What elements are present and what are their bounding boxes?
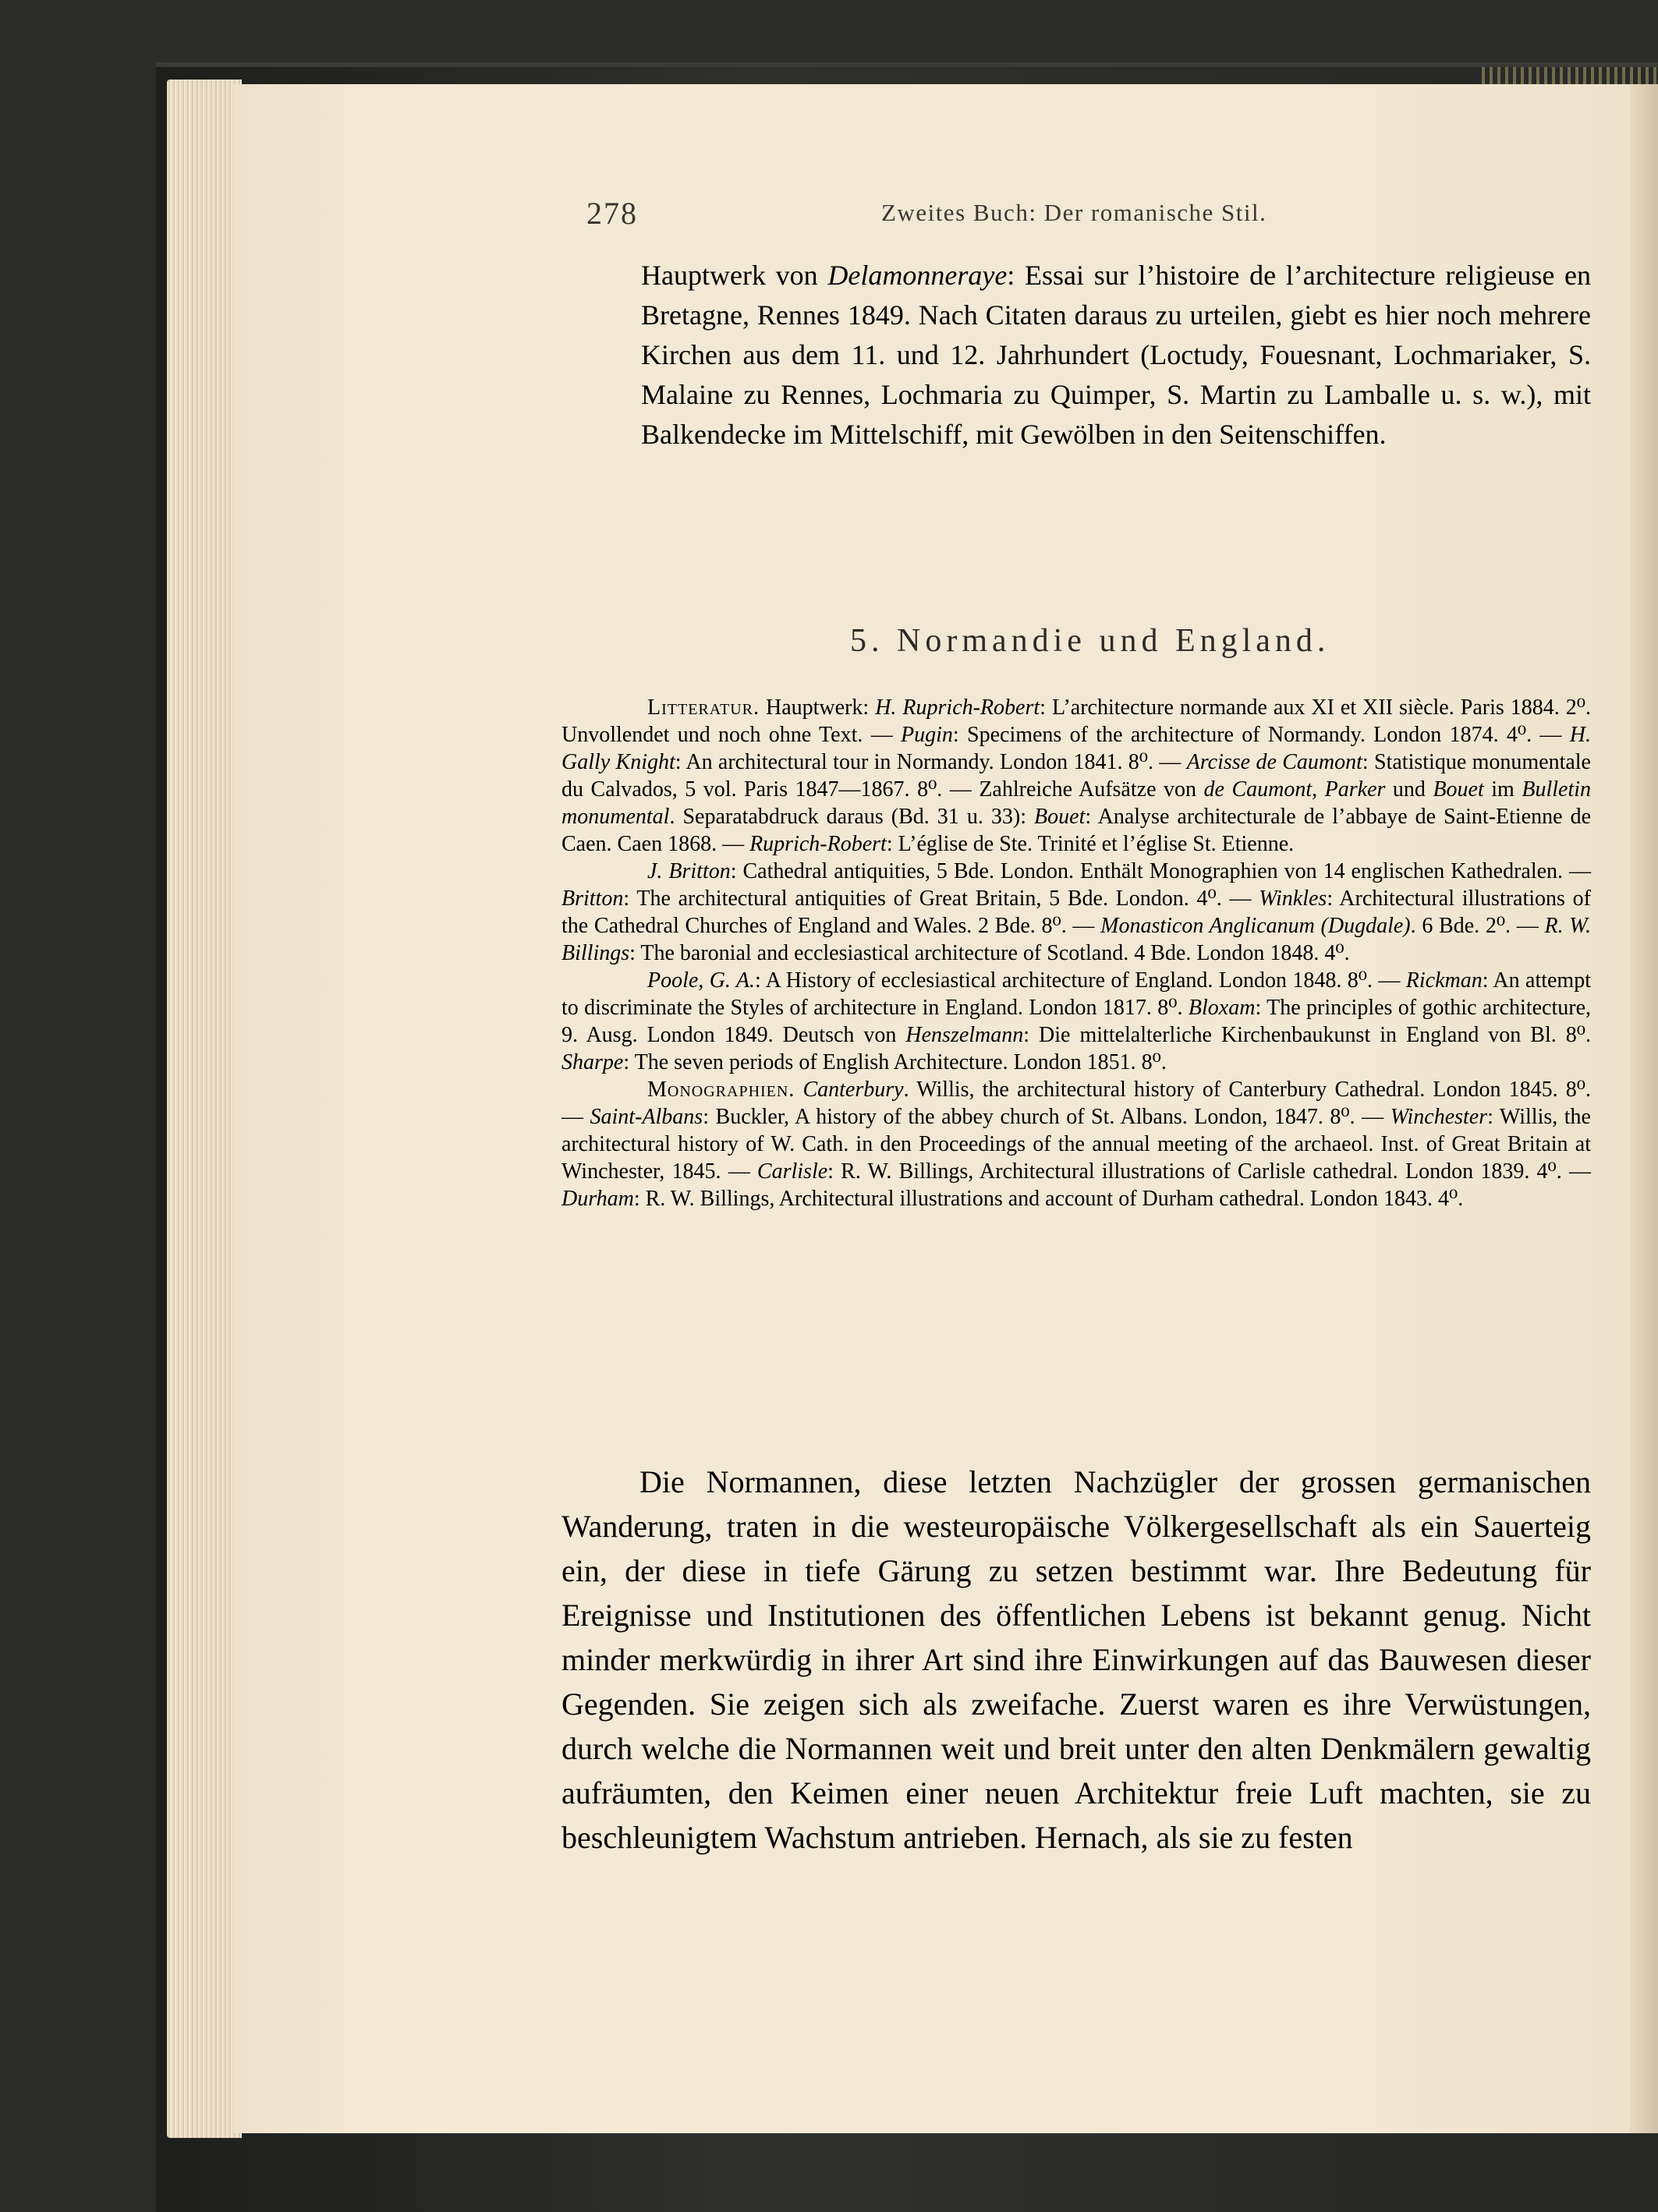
small-caps-label: Litteratur. [647, 695, 760, 720]
citation-text: im [1483, 777, 1522, 802]
literature-paragraph [562, 967, 1591, 1076]
citation-italic: Arcisse de Caumont [1186, 750, 1362, 774]
citation-italic: Winkles [1259, 887, 1327, 911]
citation-italic: H. Gally Knight [562, 723, 1591, 774]
citation-italic: Bouet [1433, 777, 1484, 802]
citation-italic: Canterbury [802, 1078, 904, 1102]
citation-text: : L’architecture normande aux XI et XII siècle. Paris 1884. 2⁰. Unvollendet und noch ohne Text. — [562, 695, 1591, 747]
citation-text: : The seven periods of English Architecture. London 1851. 8⁰. [623, 1050, 1167, 1074]
citation-text: : R. W. Billings, Architectural illustrations and account of Durham cathedral. London 1843. 4⁰. [633, 1187, 1464, 1211]
citation-text: : Buckler, A history of the abbey church of St. Albans. London, 1847. 8⁰. — [703, 1105, 1391, 1129]
body-text [562, 1460, 1591, 1860]
citation-text: : The principles of gothic architecture, 9. Ausg. London 1849. Deutsch von [562, 996, 1591, 1047]
citation-italic: Saint-Albans [590, 1105, 703, 1129]
citation-text: : Specimens of the architecture of Normandy. London 1874. 4⁰. — [952, 723, 1570, 747]
citation-text: : The baronial and ecclesiastical architecture of Scotland. 4 Bde. London 1848. 4⁰. [629, 941, 1350, 965]
citation-text: : A History of ecclesiastical architecture of England. London 1848. 8⁰. — [754, 968, 1406, 993]
citation-text: : An attempt to discriminate the Styles of architecture in England. London 1817. 8⁰. [562, 968, 1591, 1020]
citation-text: : Architectural illustrations of the Cathedral Churches of England and Wales. 2 Bde. 8⁰. — [562, 887, 1591, 938]
intro-paragraph [641, 256, 1591, 455]
citation-italic: H. Ruprich-Robert [875, 695, 1040, 720]
citation-text: : Die mittelalterliche Kirchenbaukunst in England von Bl. 8⁰. [1023, 1023, 1591, 1047]
citation-italic: Durham [562, 1187, 634, 1211]
literature-paragraph [562, 694, 1591, 858]
intro-text-before: Hauptwerk von [641, 260, 828, 291]
citation-text [795, 1078, 802, 1102]
citation-italic: Bulletin monumental [562, 777, 1592, 829]
citation-italic: de Caumont, Parker [1203, 777, 1386, 802]
fore-edge [1630, 84, 1658, 2133]
citation-italic: Bouet [1034, 805, 1086, 829]
page-edges [167, 80, 242, 2138]
citation-text: Hauptwerk: [759, 695, 876, 720]
citation-text: : Statistique monumentale du Calvados, 5 vol. Paris 1847—1867. 8⁰. — Zahlreiche Aufsätze von [562, 750, 1591, 802]
citation-italic: Poole, G. A. [647, 968, 755, 993]
intro-author: Delamonneraye [827, 260, 1008, 291]
citation-text: : R. W. Billings, Architectural illustrations of Carlisle cathedral. London 1839. 4⁰. — [827, 1159, 1591, 1184]
intro-text-after: : Essai sur l’histoire de l’architecture religieuse en Bretagne, Rennes 1849. Nach Citaten daraus zu urteilen, giebt es hier noch mehrere Kirchen aus dem 11. und 12. Jahrhundert (Loctudy, Fouesnant, Lochmariaker, S. Malaine zu Rennes, Lochmaria zu Quimper, S. Martin zu Lamballe u. s. w.), mit Balkendecke im Mittelschiff, mit Gewölben in den Seitenschiffen. [641, 260, 1591, 450]
citation-text: : An architectural tour in Normandy. London 1841. 8⁰. — [675, 750, 1187, 774]
running-head: Zweites Buch: Der romanische Stil. [881, 199, 1267, 226]
citation-text: . Separatabdruck daraus (Bd. 31 u. 33): [669, 805, 1035, 829]
literature-block [562, 694, 1591, 1212]
citation-italic: R. W. Billings [562, 914, 1592, 965]
section-heading: 5. Normandie und England. [850, 623, 1330, 659]
citation-text: : Willis, the architectural history of W. Cath. in den Proceedings of the annual meeting of the archaeol. Inst. of Great Britain at Winchester, 1845. — [562, 1105, 1591, 1184]
citation-text: : The architectural antiquities of Great Britain, 5 Bde. London. 4⁰. — [623, 887, 1259, 911]
citation-text: : L’église de Ste. Trinité et l’église St. Etienne. [886, 832, 1295, 856]
citation-italic: Britton [562, 887, 624, 911]
page-number: 278 [586, 196, 638, 231]
citation-text: . 6 Bde. 2⁰. — [1410, 914, 1545, 938]
citation-italic: Bloxam [1188, 996, 1256, 1020]
citation-italic: Sharpe [562, 1050, 624, 1074]
citation-italic: Pugin [901, 723, 953, 747]
citation-italic: J. Britton [647, 859, 731, 883]
citation-text: : Cathedral antiquities, 5 Bde. London. Enthält Monographien von 14 englischen Kathedralen. — [730, 859, 1591, 883]
citation-text: : Analyse architecturale de l’abbaye de Saint-Etienne de Caen. Caen 1868. — [562, 805, 1591, 856]
citation-italic: Rickman [1405, 968, 1483, 993]
citation-text: und [1385, 777, 1433, 802]
citation-italic: Ruprich-Robert [749, 832, 887, 856]
body-paragraph: Die Normannen, diese letzten Nachzügler der grossen germanischen Wanderung, traten in die westeuropäische Völkergesellschaft als ein Sauerteig ein, der diese in tiefe Gärung zu setzen bestimmt war. Ihre Bedeutung für Ereignisse und Institutionen des öffentlichen Lebens ist bekannt genug. Nicht minder merkwürdig in ihrer Art sind ihre Einwirkungen auf das Bauwesen dieser Gegenden. Sie zeigen sich als zweifache. Zuerst waren es ihre Verwüstungen, durch welche die Normannen weit und breit unter den alten Denkmälern gewaltig aufräumten, den Keimen einer neuen Architektur freie Luft machten, sie zu beschleunigtem Wachstum antrieben. Hernach, als sie zu festen [562, 1464, 1591, 1855]
literature-paragraph [562, 858, 1591, 967]
citation-text: . Willis, the architectural history of Canterbury Cathedral. London 1845. 8⁰. — [562, 1078, 1591, 1129]
literature-paragraph [562, 1076, 1591, 1212]
citation-italic: Winchester [1390, 1105, 1488, 1129]
small-caps-label: Monographien. [647, 1078, 795, 1102]
citation-italic: Monasticon Anglicanum (Dugdale) [1100, 914, 1411, 938]
citation-italic: Henszelmann [905, 1023, 1024, 1047]
citation-italic: Carlisle [756, 1159, 828, 1184]
